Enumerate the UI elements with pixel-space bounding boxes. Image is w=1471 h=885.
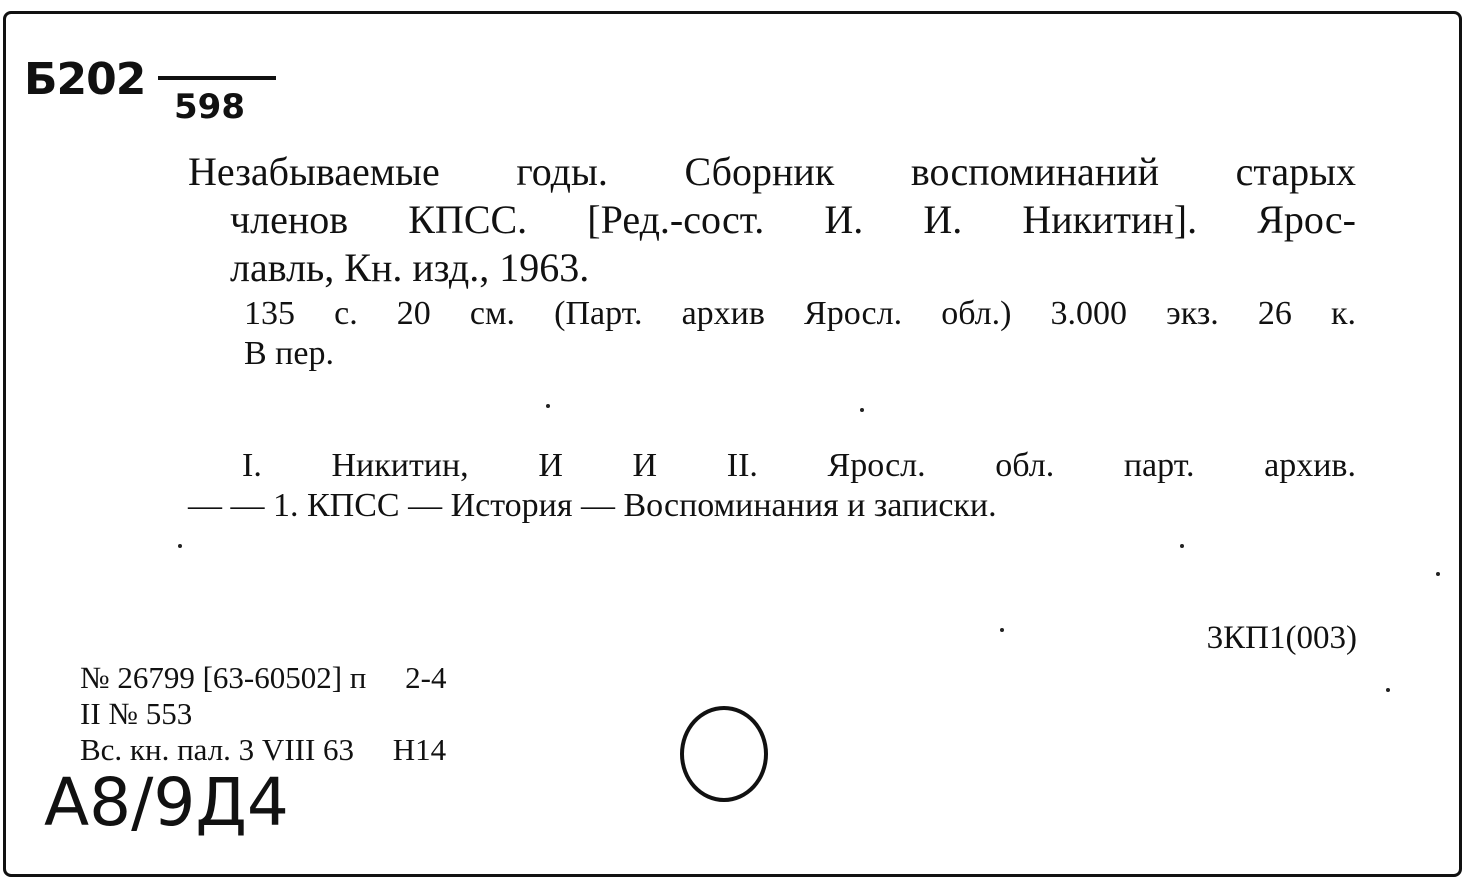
speck bbox=[178, 544, 182, 548]
collation bbox=[244, 294, 1356, 374]
entry-line-3: лавль, Кн. изд., 1963. bbox=[230, 245, 590, 290]
shelf-mark-sub: 598 bbox=[174, 87, 245, 127]
speck bbox=[1386, 688, 1390, 692]
tracing-line-1: I. Никитин, И И II. Яросл. обл. парт. архив. bbox=[242, 447, 1356, 484]
shelf-mark-divider bbox=[158, 76, 276, 80]
shelf-mark: Б202 bbox=[24, 54, 146, 105]
speck bbox=[1180, 544, 1184, 548]
entry-line-1: Незабываемые годы. Сборник воспоминаний старых bbox=[188, 149, 1356, 194]
classification-index: 3КП1(003) bbox=[1206, 620, 1357, 656]
print-info bbox=[80, 660, 446, 768]
print-info-line-1: № 26799 [63-60502] п 2-4 bbox=[80, 660, 447, 695]
stamp-circle bbox=[680, 706, 768, 802]
inventory-mark: А8/9Д4 bbox=[44, 764, 289, 841]
speck bbox=[860, 408, 864, 412]
print-info-line-2: II № 553 bbox=[80, 696, 193, 731]
speck bbox=[1000, 628, 1004, 632]
collation-line-1: 135 с. 20 см. (Парт. архив Яросл. обл.) 3.000 экз. 26 к. bbox=[244, 295, 1356, 332]
print-info-line-3: Вс. кн. пал. 3 VIII 63 Н14 bbox=[80, 732, 447, 767]
speck bbox=[546, 404, 550, 408]
bibliographic-entry bbox=[188, 148, 1356, 292]
tracings bbox=[188, 446, 1356, 526]
entry-line-2: членов КПСС. [Ред.-сост. И. И. Никитин]. Ярос- bbox=[230, 197, 1356, 242]
speck bbox=[1436, 572, 1440, 576]
collation-line-2: В пер. bbox=[244, 335, 334, 372]
tracing-line-2: — — 1. КПСС — История — Воспоминания и записки. bbox=[188, 487, 997, 524]
